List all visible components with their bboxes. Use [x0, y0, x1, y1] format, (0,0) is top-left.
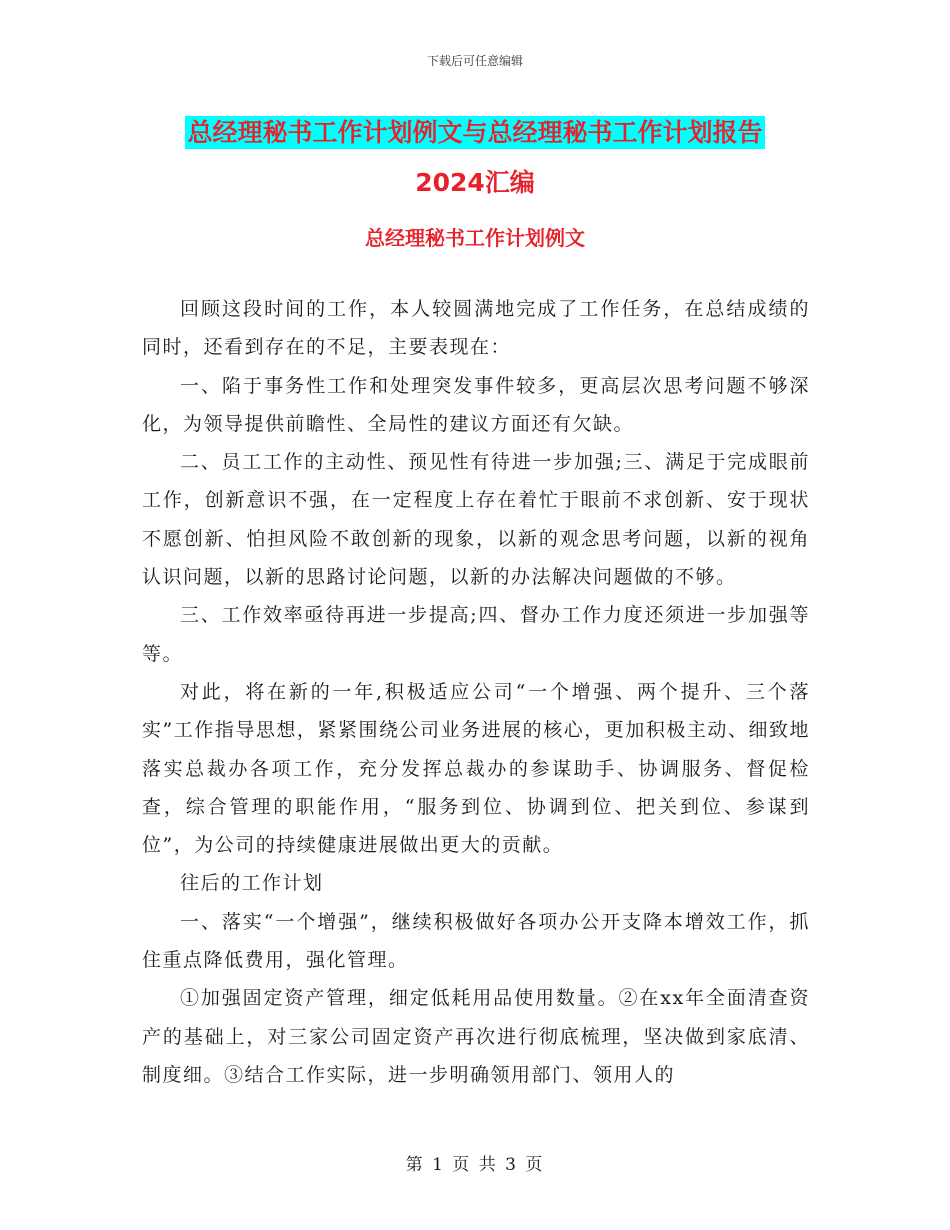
- paragraph: 回顾这段时间的工作，本人较圆满地完成了工作任务，在总结成绩的同时，还看到存在的不足，主要表现在：: [142, 298, 810, 359]
- document-title-line-1: 总经理秘书工作计划例文与总经理秘书工作计划报告: [187, 118, 763, 147]
- paragraph: ①加强固定资产管理，细定低耗用品使用数量。②在xx年全面清查资产的基础上，对三家公司固定资产再次进行彻底梳理，坚决做到家底清、制度细。③结合工作实际，进一步明确领用部门、领用人的: [142, 987, 810, 1086]
- body-text: [142, 290, 810, 1094]
- paragraph: 二、员工工作的主动性、预见性有待进一步加强;三、满足于完成眼前工作，创新意识不强，在一定程度上存在着忙于眼前不求创新、安于现状不愿创新、怕担风险不敢创新的现象，以新的观念思考问题，以新的视角认识问题，以新的思路讨论问题，以新的办法解决问题做的不够。: [142, 451, 810, 589]
- section-title: 总经理秘书工作计划例文: [365, 226, 585, 250]
- header-note: 下载后可任意编辑: [426, 54, 523, 68]
- paragraph: 三、工作效率亟待再进一步提高;四、督办工作力度还须进一步加强等等。: [142, 604, 810, 665]
- document-title: [0, 108, 950, 208]
- paragraph: 一、落实“一个增强”，继续积极做好各项办公开支降本增效工作，抓住重点降低费用，强化管理。: [142, 910, 810, 972]
- page-footer: 第 1 页 共 3 页: [405, 1155, 545, 1175]
- document-title-line-2: 2024汇编: [415, 168, 535, 197]
- paragraph: 对此，将在新的一年,积极适应公司“一个增强、两个提升、三个落实”工作指导思想，紧紧围绕公司业务进展的核心，更加积极主动、细致地落实总裁办各项工作，充分发挥总裁办的参谋助手、协调服务、督促检查，综合管理的职能作用，“服务到位、协调到位、把关到位、参谋到位”，为公司的持续健康进展做出更大的贡献。: [142, 680, 810, 857]
- paragraph: 往后的工作计划: [180, 872, 324, 895]
- paragraph: 一、陷于事务性工作和处理突发事件较多，更高层次思考问题不够深化，为领导提供前瞻性、全局性的建议方面还有欠缺。: [142, 374, 810, 435]
